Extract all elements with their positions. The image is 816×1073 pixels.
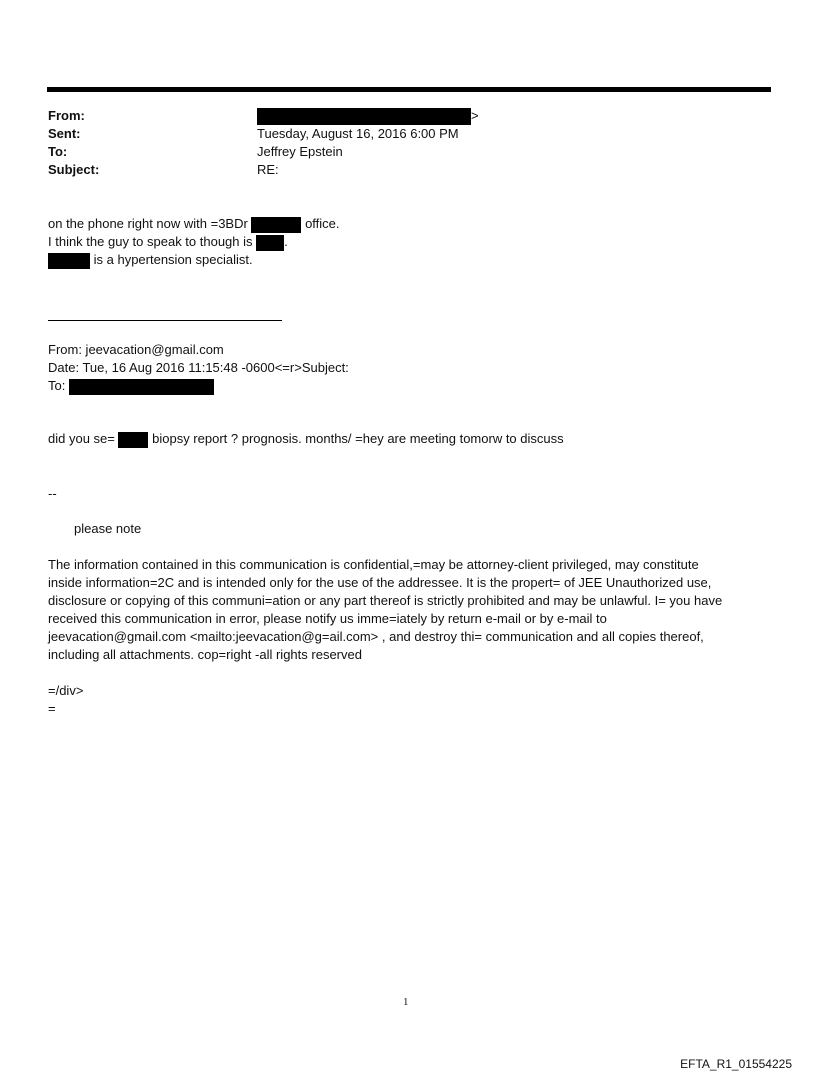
quoted-body-text: biopsy report ? prognosis. months/ =hey are meeting tomorw to discuss bbox=[152, 431, 564, 446]
trailer-equals: = bbox=[48, 701, 56, 716]
from-label: From: bbox=[48, 108, 85, 123]
reply-text: . bbox=[284, 234, 288, 249]
to-value: Jeffrey Epstein bbox=[257, 144, 343, 159]
reply-text: office. bbox=[305, 216, 340, 231]
header-rule bbox=[47, 87, 771, 92]
reply-line-1 bbox=[48, 215, 340, 233]
disclaimer-line: inside information=2C and is intended only for the use of the addressee. It is the propert= of JEE Unauthorized use, bbox=[48, 575, 712, 590]
signature-dashes: -- bbox=[48, 486, 57, 501]
quoted-to-label: To: bbox=[48, 378, 66, 393]
quoted-body bbox=[48, 430, 564, 448]
reply-text: I think the guy to speak to though is bbox=[48, 234, 253, 249]
disclaimer-line: The information contained in this communication is confidential,=may be attorney-client privileged, may constitute bbox=[48, 557, 699, 572]
page-number: 1 bbox=[403, 996, 409, 1008]
please-note: please note bbox=[74, 521, 142, 536]
reply-line-3 bbox=[48, 251, 253, 269]
redaction-box bbox=[256, 235, 284, 251]
redaction-box bbox=[48, 253, 90, 269]
subject-value: RE: bbox=[257, 162, 279, 177]
quote-separator bbox=[48, 320, 282, 321]
disclaimer-line: jeevacation@gmail.com <mailto:jeevacation@g=ail.com> , and destroy thi= communication and all copies thereof, bbox=[48, 629, 704, 644]
redaction-box bbox=[257, 108, 471, 125]
quoted-date-line: Date: Tue, 16 Aug 2016 11:15:48 -0600<=r>Subject: bbox=[48, 360, 349, 375]
reply-line-2 bbox=[48, 233, 288, 251]
reply-text: on the phone right now with =3BDr bbox=[48, 216, 248, 231]
trailer-div-close: =/div> bbox=[48, 683, 84, 698]
disclaimer-line: including all attachments. cop=right -all rights reserved bbox=[48, 647, 362, 662]
quoted-to-line bbox=[48, 377, 214, 395]
subject-label: Subject: bbox=[48, 162, 100, 177]
confidentiality-disclaimer bbox=[48, 556, 768, 664]
reply-text: is a hypertension specialist. bbox=[93, 252, 253, 267]
sent-label: Sent: bbox=[48, 126, 81, 141]
disclaimer-line: disclosure or copying of this communi=ation or any part thereof is strictly prohibited and may be unlawful. I= you have bbox=[48, 593, 723, 608]
to-label: To: bbox=[48, 144, 68, 159]
redaction-box bbox=[251, 217, 301, 233]
document-id: EFTA_R1_01554225 bbox=[680, 1057, 792, 1071]
quoted-body-text: did you se= bbox=[48, 431, 115, 446]
from-suffix: > bbox=[471, 108, 479, 123]
quoted-from-line: From: jeevacation@gmail.com bbox=[48, 342, 224, 357]
redaction-box bbox=[118, 432, 148, 448]
disclaimer-line: received this communication in error, please notify us imme=iately by return e-mail or by e-mail to bbox=[48, 611, 607, 626]
from-value bbox=[257, 107, 479, 125]
redaction-box bbox=[69, 379, 214, 395]
sent-value: Tuesday, August 16, 2016 6:00 PM bbox=[257, 126, 459, 141]
